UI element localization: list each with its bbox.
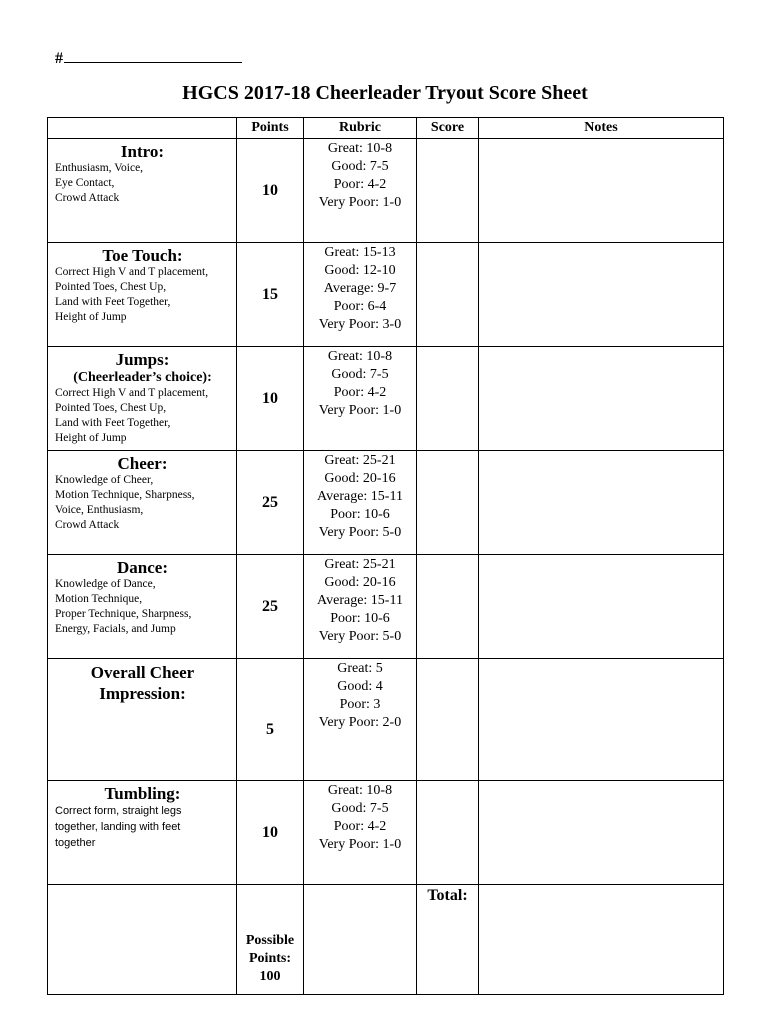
- possible-label-line2: Points:: [249, 951, 291, 966]
- page-title: HGCS 2017-18 Cheerleader Tryout Score Sheet: [182, 82, 588, 104]
- notes-input-cell[interactable]: [479, 243, 724, 347]
- empty-cell: [304, 885, 417, 995]
- rubric-line: Average: 9-7: [323, 281, 397, 296]
- notes-input-cell[interactable]: [479, 555, 724, 659]
- criterion-cell: [48, 555, 237, 659]
- rubric-line: Good: 7-5: [331, 367, 389, 382]
- score-input-cell[interactable]: [417, 659, 479, 781]
- criterion-title: Cheer:: [117, 454, 168, 473]
- rubric-line: Good: 7-5: [331, 801, 389, 816]
- rubric-cell: [304, 555, 417, 659]
- rubric-line: Poor: 10-6: [330, 611, 390, 626]
- score-header: Score: [417, 118, 479, 139]
- rubric-cell: [304, 451, 417, 555]
- criterion-item: Correct form, straight legs: [55, 805, 182, 817]
- rubric-header: Rubric: [304, 118, 417, 139]
- score-input-cell[interactable]: [417, 139, 479, 243]
- notes-input-cell[interactable]: [479, 781, 724, 885]
- notes-input-cell[interactable]: [479, 139, 724, 243]
- number-prefix: #: [55, 50, 63, 67]
- criterion-description: [55, 265, 230, 325]
- rubric-line: Average: 15-11: [317, 489, 403, 504]
- table-row: [48, 347, 724, 451]
- criterion-item: Height of Jump: [55, 432, 127, 444]
- rubric-line: Very Poor: 3-0: [318, 317, 402, 332]
- criterion-item: Land with Feet Together,: [55, 417, 171, 429]
- score-input-cell[interactable]: [417, 347, 479, 451]
- score-input-cell[interactable]: [417, 451, 479, 555]
- criterion-item: Motion Technique, Sharpness,: [55, 489, 195, 501]
- total-row: [48, 885, 724, 995]
- criterion-cell: [48, 659, 237, 781]
- rubric-line: Good: 12-10: [324, 263, 396, 278]
- criterion-item: Crowd Attack: [55, 519, 120, 531]
- rubric-line: Poor: 10-6: [330, 507, 390, 522]
- points-cell: 25: [237, 451, 304, 555]
- criterion-item: Enthusiasm, Voice,: [55, 162, 144, 174]
- criterion-item: Motion Technique,: [55, 593, 143, 605]
- total-label: Total:: [427, 887, 468, 904]
- table-row: [48, 781, 724, 885]
- criterion-subtitle: (Cheerleader’s choice):: [73, 370, 212, 385]
- points-cell: 10: [237, 347, 304, 451]
- criterion-item: Energy, Facials, and Jump: [55, 623, 176, 635]
- points-header: Points: [237, 118, 304, 139]
- notes-input-cell[interactable]: [479, 347, 724, 451]
- rubric-cell: [304, 347, 417, 451]
- total-score-cell[interactable]: [417, 885, 479, 995]
- rubric-line: Great: 25-21: [324, 453, 396, 468]
- rubric-line: Very Poor: 2-0: [318, 715, 402, 730]
- rubric-cell: [304, 139, 417, 243]
- points-cell: 25: [237, 555, 304, 659]
- points-cell: 10: [237, 139, 304, 243]
- rubric-line: Great: 5: [337, 661, 383, 676]
- rubric-line: Good: 20-16: [324, 575, 396, 590]
- table-row: [48, 243, 724, 347]
- rubric-line: Great: 15-13: [324, 245, 396, 260]
- rubric-cell: [304, 781, 417, 885]
- possible-value: 100: [259, 969, 281, 984]
- rubric-line: Very Poor: 1-0: [318, 195, 402, 210]
- criterion-title: Tumbling:: [104, 784, 181, 803]
- points-cell: 15: [237, 243, 304, 347]
- rubric-line: Very Poor: 1-0: [318, 837, 402, 852]
- criterion-item: Correct High V and T placement,: [55, 387, 209, 399]
- rubric-line: Good: 20-16: [324, 471, 396, 486]
- notes-header: Notes: [479, 118, 724, 139]
- table-row: [48, 555, 724, 659]
- notes-input-cell[interactable]: [479, 659, 724, 781]
- score-input-cell[interactable]: [417, 555, 479, 659]
- criterion-cell: [48, 781, 237, 885]
- criterion-description: [55, 473, 230, 533]
- criterion-item: Knowledge of Dance,: [55, 578, 156, 590]
- criterion-item: Correct High V and T placement,: [55, 266, 209, 278]
- criterion-item: Knowledge of Cheer,: [55, 474, 154, 486]
- criterion-item: together: [55, 837, 96, 849]
- rubric-line: Great: 10-8: [327, 141, 393, 156]
- total-notes-cell[interactable]: [479, 885, 724, 995]
- criterion-item: Pointed Toes, Chest Up,: [55, 402, 167, 414]
- number-blank-line[interactable]: [64, 48, 242, 63]
- criterion-description: [55, 386, 230, 446]
- criterion-item: Proper Technique, Sharpness,: [55, 608, 192, 620]
- rubric-line: Good: 7-5: [331, 159, 389, 174]
- criterion-cell: [48, 139, 237, 243]
- table-row: [48, 139, 724, 243]
- criterion-item: Pointed Toes, Chest Up,: [55, 281, 167, 293]
- rubric-line: Poor: 4-2: [333, 819, 387, 834]
- rubric-line: Average: 15-11: [317, 593, 403, 608]
- possible-points-cell: [237, 885, 304, 995]
- criteria-header: [48, 118, 237, 139]
- criterion-title: Toe Touch:: [102, 246, 183, 265]
- rubric-line: Great: 10-8: [327, 783, 393, 798]
- rubric-line: Very Poor: 5-0: [318, 525, 402, 540]
- points-cell: 10: [237, 781, 304, 885]
- score-table: [47, 117, 724, 995]
- criterion-item: together, landing with feet: [55, 821, 181, 833]
- score-input-cell[interactable]: [417, 243, 479, 347]
- criterion-item: Eye Contact,: [55, 177, 115, 189]
- possible-label-line1: Possible: [245, 933, 295, 948]
- criterion-cell: [48, 243, 237, 347]
- rubric-line: Very Poor: 1-0: [318, 403, 402, 418]
- criterion-item: Voice, Enthusiasm,: [55, 504, 144, 516]
- rubric-line: Poor: 4-2: [333, 385, 387, 400]
- empty-cell: [48, 885, 237, 995]
- rubric-line: Very Poor: 5-0: [318, 629, 402, 644]
- notes-input-cell[interactable]: [479, 451, 724, 555]
- header-row: [48, 118, 724, 139]
- criterion-description: [55, 577, 230, 637]
- score-input-cell[interactable]: [417, 781, 479, 885]
- rubric-cell: [304, 243, 417, 347]
- rubric-line: Poor: 6-4: [333, 299, 387, 314]
- table-row: [48, 451, 724, 555]
- criterion-title: Jumps:: [115, 350, 170, 369]
- rubric-cell: [304, 659, 417, 781]
- points-cell: 5: [237, 659, 304, 781]
- rubric-line: Good: 4: [337, 679, 383, 694]
- criterion-item: Land with Feet Together,: [55, 296, 171, 308]
- criterion-title: Dance:: [117, 558, 168, 577]
- criterion-description: [55, 803, 230, 851]
- criterion-cell: [48, 347, 237, 451]
- criterion-title: Intro:: [120, 142, 165, 161]
- criterion-item: Height of Jump: [55, 311, 127, 323]
- tryout-number-field[interactable]: [55, 48, 242, 68]
- rubric-line: Great: 25-21: [324, 557, 396, 572]
- rubric-line: Poor: 3: [339, 697, 381, 712]
- criterion-title: Overall Cheer Impression:: [90, 663, 195, 703]
- criterion-cell: [48, 451, 237, 555]
- criterion-description: [55, 161, 230, 206]
- table-row: [48, 659, 724, 781]
- criterion-item: Crowd Attack: [55, 192, 120, 204]
- rubric-line: Poor: 4-2: [333, 177, 387, 192]
- rubric-line: Great: 10-8: [327, 349, 393, 364]
